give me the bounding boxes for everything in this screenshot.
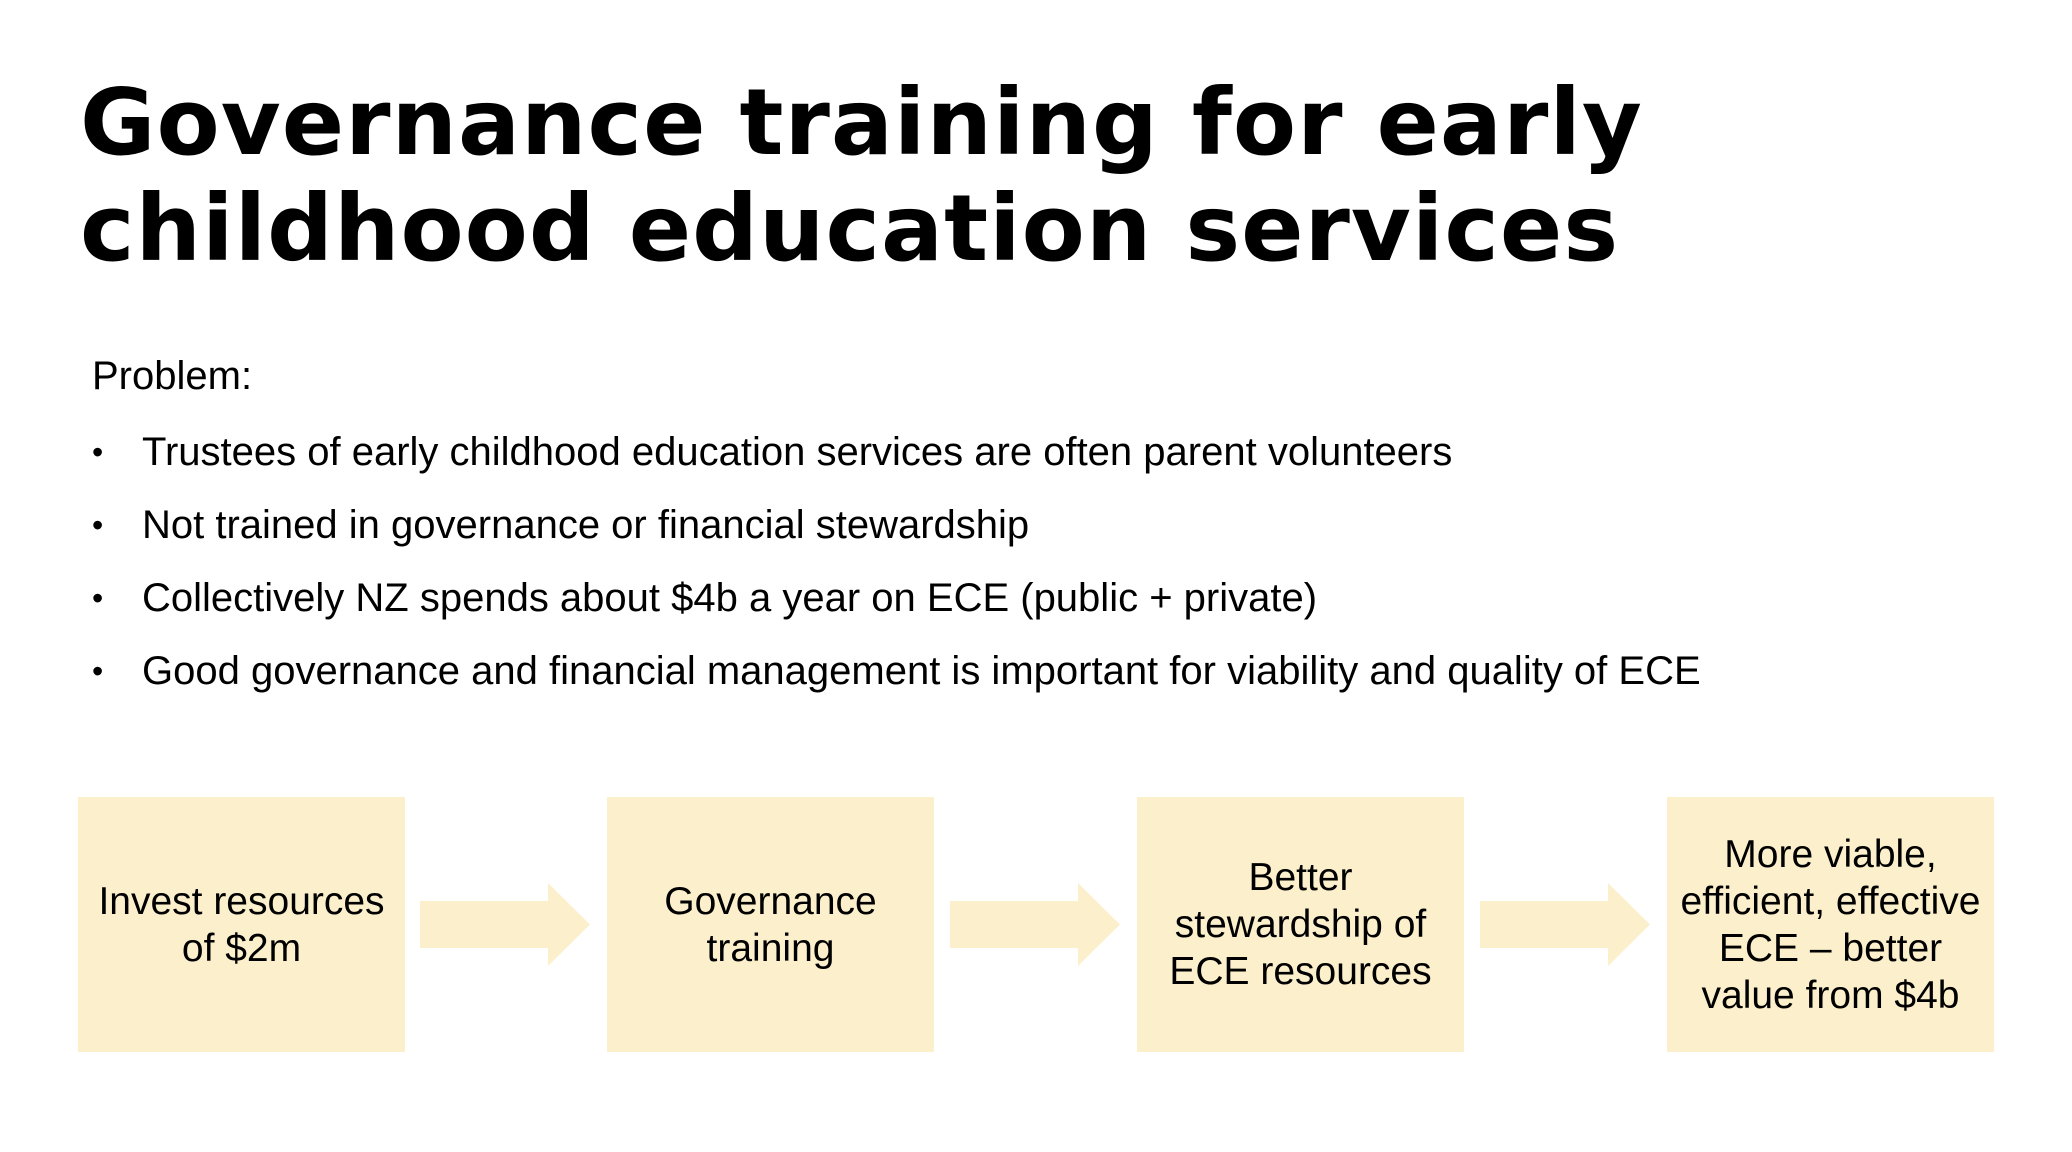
problem-bullet-item (92, 574, 1992, 647)
problem-bullet-text: Not trained in governance or financial stewardship (142, 503, 1030, 547)
problem-bullet-text: Trustees of early childhood education services are often parent volunteers (142, 430, 1453, 474)
flow-step-outcome (1667, 797, 1994, 1052)
flow-arrow-icon (1480, 883, 1650, 966)
flow-step-label: Governance training (664, 879, 877, 970)
flow-step-stewardship (1137, 797, 1464, 1052)
flow-step-invest (78, 797, 405, 1052)
problem-bullet-item (92, 428, 1992, 501)
problem-label: Problem: (92, 354, 253, 398)
flow-step-label: Invest resources of $2m (98, 879, 385, 970)
bullet-icon: • (92, 653, 104, 689)
bullet-icon: • (92, 580, 104, 616)
flow-step-label: More viable, efficient, effective ECE – better value from $4b (1680, 832, 1981, 1017)
problem-bullet-text: Good governance and financial management is important for viability and quality of ECE (142, 649, 1701, 693)
flow-arrow-icon (950, 883, 1120, 966)
flow-step-label: Better stewardship of ECE resources (1169, 856, 1432, 993)
problem-bullet-list (92, 428, 1992, 720)
bullet-icon: • (92, 507, 104, 543)
bullet-icon: • (92, 434, 104, 470)
problem-bullet-item (92, 501, 1992, 574)
flow-step-training (607, 797, 934, 1052)
problem-bullet-text: Collectively NZ spends about $4b a year on ECE (public + private) (142, 576, 1318, 620)
problem-bullet-item (92, 647, 1992, 720)
flow-arrow-icon (420, 883, 590, 966)
slide-title: Governance training for early childhood education services (80, 69, 1643, 282)
